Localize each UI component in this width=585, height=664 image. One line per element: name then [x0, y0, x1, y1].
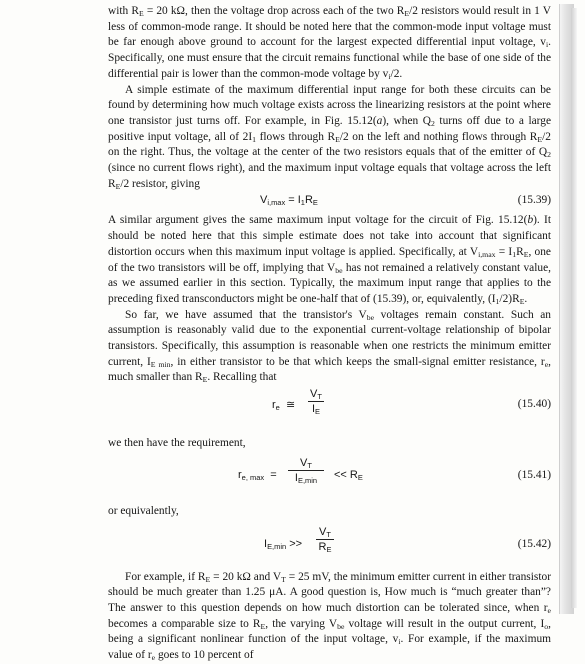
- equation-15-40: [108, 386, 551, 430]
- paragraph-2-segment: /2 on the right. Thus, the voltage at the center of the two resistors equals that of the emitter of Q: [108, 130, 552, 159]
- paragraph-4-segment: E min: [150, 359, 171, 369]
- paragraph-7-segment: e: [151, 653, 156, 663]
- paragraph-3-segment: E: [519, 297, 525, 307]
- paragraph-1-segment: E: [404, 9, 410, 19]
- paragraph-4: [108, 308, 551, 387]
- paragraph-4-segment: , in either transistor to be that which keeps the small-signal emitter resistance, r: [170, 355, 545, 368]
- paragraph-2-segment: 2: [547, 150, 551, 160]
- paragraph-1: [108, 4, 551, 83]
- paragraph-2-segment: 2: [431, 119, 435, 129]
- paragraph-2-segment: 1: [252, 134, 256, 144]
- equation-number-15-42: (15.42): [517, 537, 551, 550]
- paragraph-3-segment: .: [524, 292, 528, 305]
- paragraph-3-segment: = I: [495, 245, 513, 258]
- paragraph-3-segment: , one of the two transistors will be off, implying that V: [108, 245, 551, 274]
- equation-15-41-relation: << $R_E$: [334, 468, 363, 482]
- paragraph-7-segment: goes to 10 percent of: [155, 649, 254, 662]
- paragraph-7-segment: = 20 kΩ and V: [210, 570, 282, 583]
- paragraph-7: [108, 570, 551, 664]
- paragraph-1-segment: = 20 kΩ, then the voltage drop across each of the two R: [143, 5, 405, 17]
- paragraph-7-segment: , being a significant nonlinear function of the input voltage, v: [108, 617, 551, 646]
- equation-15-41-lhs: $r_{e, max}$ =: [238, 468, 277, 482]
- paragraph-2-segment: ), when Q: [382, 114, 431, 127]
- equation-number-15-39: (15.39): [517, 194, 551, 207]
- paragraph-3-segment: R: [516, 245, 524, 258]
- paragraph-4-segment: , much smaller than R: [108, 355, 551, 384]
- paragraph-2-segment: /2 on the left and nothing flows through R: [339, 130, 538, 143]
- paragraph-7-segment: For example, if R: [125, 570, 206, 583]
- paragraph-4-segment: . Recalling that: [207, 371, 277, 384]
- paragraph-3-segment: /2)R: [499, 292, 520, 305]
- paragraph-7-segment: voltage will result in the output current, I: [344, 617, 545, 630]
- paragraph-3-segment: E: [523, 250, 529, 259]
- paragraph-7-segment: = 25 mV, the minimum emitter current in either transistor should be much greater than 1.25 μA. A good question is, How much is “much greater than”? The answer to this question depends on how much distortion can be tolerated since, when r: [108, 570, 551, 614]
- paragraph-2: [108, 83, 551, 193]
- paragraph-1-segment: i: [388, 71, 391, 81]
- paragraph-3-segment: has not remained a relatively constant value, as we assumed earlier in this section. Typically, the maximum input range that applies to the preceding fixed transconductors might be one-half that of (15.39), or, equivalently, (I: [108, 261, 551, 305]
- paragraph-2-segment: /2 resistor, giving: [120, 177, 200, 190]
- paragraph-2-segment: A simple estimate of the maximum differential input range for both these circuits can be found by determining how much voltage exists across the linearizing resistors at the point where one transistor just turns off. For example, in Fig. 15.12(: [108, 83, 551, 127]
- paragraph-7-segment: . For example, if the maximum value of r: [108, 633, 552, 662]
- equation-15-39-body: $V_{i,max} = I_1R_E$: [260, 194, 318, 208]
- equation-15-42-fraction: $V_T$ $R_E$: [316, 526, 334, 553]
- paragraph-2-segment: E: [537, 134, 543, 144]
- paragraph-7-segment: i: [398, 637, 401, 647]
- paragraph-4-segment: e: [544, 359, 549, 369]
- paragraph-2-segment: E: [115, 181, 121, 191]
- paragraph-3-segment: be: [335, 265, 343, 275]
- paragraph-6: or equivalently,: [108, 504, 179, 517]
- paragraph-7-segment: be: [337, 621, 345, 631]
- paragraph-7-segment: o: [544, 621, 549, 631]
- paragraph-7-segment: T: [281, 574, 286, 584]
- paragraph-3: [108, 213, 551, 307]
- paragraph-2-segment: turns off due to a large positive input voltage, all of 2I: [108, 114, 552, 143]
- paragraph-1-segment: . Specifically, one must ensure that the circuit remains functional while the base of one side of the differential pair is lower than the common-mode voltage by v: [108, 36, 551, 80]
- paragraph-3-segment: 1: [512, 250, 517, 259]
- paragraph-2-segment: flows through R: [256, 130, 336, 143]
- equation-15-40-fraction: $V_T$ $I_E$: [308, 388, 324, 415]
- equation-15-39: [108, 194, 551, 210]
- equation-15-42: [108, 522, 551, 570]
- paragraph-4-segment: E: [202, 375, 208, 385]
- equation-15-41-fraction: $V_T$ $I_{E,min}$: [288, 457, 324, 484]
- paragraph-2-segment: (since no current flows right), and the maximum input voltage equals that voltage across the left R: [108, 162, 551, 190]
- paragraph-7-segment: e: [547, 606, 551, 616]
- paragraph-1-segment: E: [138, 9, 144, 19]
- equation-15-42-lhs: $I_{E,min}$ >>: [264, 537, 303, 551]
- equation-number-15-40: (15.40): [517, 398, 551, 411]
- paragraph-1-segment: /2.: [390, 67, 403, 80]
- paragraph-7-segment: , the varying V: [265, 617, 338, 630]
- paragraph-3-segment: b: [527, 214, 534, 227]
- paragraph-7-segment: E: [205, 574, 211, 584]
- paragraph-1-segment: /2 resistors would result in 1 V less of common-mode range. It should be noted here that the common-mode input voltage must be far enough above ground to account for the largest expected differential input voltage, v: [108, 5, 551, 49]
- paragraph-2-segment: E: [335, 134, 340, 144]
- page-edge-shadow: [571, 8, 577, 608]
- paragraph-4-segment: So far, we have assumed that the transistor's V: [125, 308, 367, 321]
- text-column: [108, 4, 551, 664]
- paragraph-4-segment: be: [366, 312, 375, 322]
- equation-15-41: [108, 455, 551, 501]
- paragraph-1-segment: i: [545, 40, 549, 50]
- paragraph-2-segment: a: [376, 114, 383, 127]
- equation-number-15-41: (15.41): [517, 468, 551, 481]
- paragraph-3-segment: A similar argument gives the same maximum input voltage for the circuit of Fig. 15.12(: [108, 214, 528, 227]
- paragraph-7-segment: E: [260, 621, 266, 631]
- paragraph-4-segment: voltages remain constant. Such an assumption is reasonably valid due to the exponential current-voltage relationship of bipolar transistors. Specifically, this assumption is reasonable when one restricts the minimum emitter current, I: [108, 308, 551, 368]
- paragraph-5: we then have the requirement,: [108, 437, 246, 450]
- paragraph-3-segment: 1: [495, 297, 500, 307]
- equation-15-40-lhs: $r_e$ ≅: [272, 399, 296, 413]
- paragraph-3-segment: i,max: [478, 250, 496, 259]
- paragraph-7-segment: becomes a comparable size to R: [108, 617, 261, 630]
- paragraph-1-segment: with R: [108, 5, 139, 17]
- paragraph-3-segment: ). It should be noted here that this simple estimate does not take into account that significant distortion occurs when this maximum input voltage is applied. Specifically, at V: [108, 214, 551, 258]
